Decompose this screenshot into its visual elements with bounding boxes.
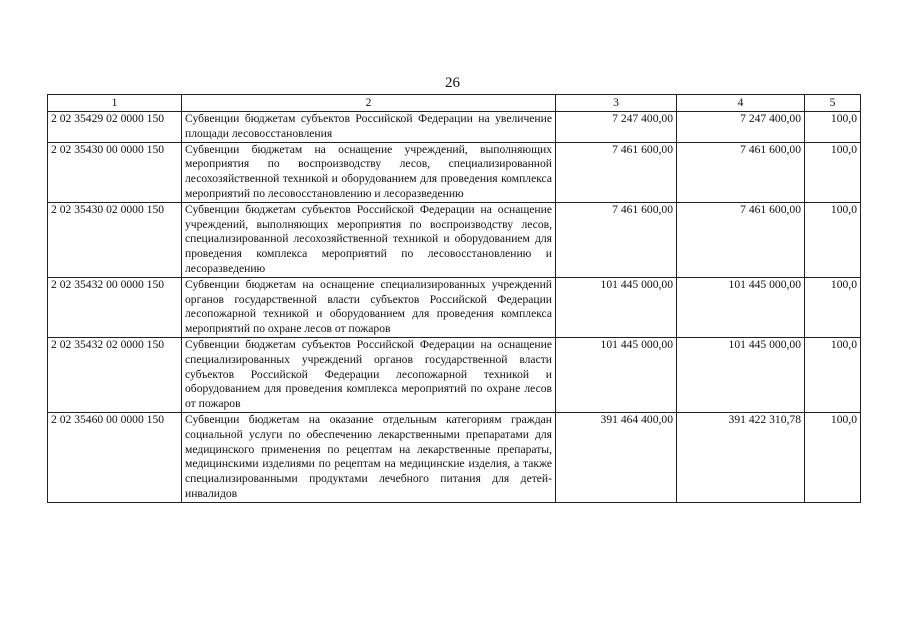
row-executed-amount: 7 247 400,00 (677, 112, 805, 143)
row-code: 2 02 35430 02 0000 150 (48, 202, 182, 277)
row-planned-amount: 7 461 600,00 (556, 142, 677, 202)
row-percent: 100,0 (805, 277, 861, 337)
row-code: 2 02 35429 02 0000 150 (48, 112, 182, 143)
row-percent: 100,0 (805, 202, 861, 277)
column-header-3: 3 (556, 95, 677, 112)
row-percent: 100,0 (805, 142, 861, 202)
row-code: 2 02 35432 00 0000 150 (48, 277, 182, 337)
table-row (48, 202, 861, 277)
row-executed-amount: 7 461 600,00 (677, 202, 805, 277)
row-planned-amount: 101 445 000,00 (556, 277, 677, 337)
row-code: 2 02 35460 00 0000 150 (48, 412, 182, 502)
table-body (48, 112, 861, 503)
column-header-5: 5 (805, 95, 861, 112)
column-header-4: 4 (677, 95, 805, 112)
column-header-2: 2 (182, 95, 556, 112)
budget-table (47, 94, 861, 503)
header-row (48, 95, 861, 112)
table-row (48, 412, 861, 502)
row-description: Субвенции бюджетам на оказание отдельным категориям граждан социальной услуги по обеспечению лекарственными препаратами для медицинского применения по рецептам на лекарственные препараты, медицинскими изделиями по рецептам на медицинские изделия, а также специализированными продуктами лечебного питания для детей-инвалидов (182, 412, 556, 502)
table-header (48, 95, 861, 112)
row-planned-amount: 7 461 600,00 (556, 202, 677, 277)
row-planned-amount: 7 247 400,00 (556, 112, 677, 143)
row-percent: 100,0 (805, 112, 861, 143)
row-executed-amount: 391 422 310,78 (677, 412, 805, 502)
row-planned-amount: 391 464 400,00 (556, 412, 677, 502)
row-planned-amount: 101 445 000,00 (556, 337, 677, 412)
table-row (48, 337, 861, 412)
row-description: Субвенции бюджетам субъектов Российской Федерации на увеличение площади лесовосстановления (182, 112, 556, 143)
row-percent: 100,0 (805, 412, 861, 502)
column-header-1: 1 (48, 95, 182, 112)
page-number: 26 (445, 75, 460, 91)
row-executed-amount: 7 461 600,00 (677, 142, 805, 202)
row-description: Субвенции бюджетам на оснащение учреждений, выполняющих мероприятия по воспроизводству лесов, специализированной лесохозяйственной техникой и оборудованием для проведения комплекса мероприятий по лесовосстановлению и лесоразведению (182, 142, 556, 202)
row-code: 2 02 35430 00 0000 150 (48, 142, 182, 202)
row-description: Субвенции бюджетам субъектов Российской Федерации на оснащение учреждений, выполняющих мероприятия по воспроизводству лесов, специализированной лесохозяйственной техникой и оборудованием для проведения комплекса мероприятий по лесовосстановлению и лесоразведению (182, 202, 556, 277)
row-code: 2 02 35432 02 0000 150 (48, 337, 182, 412)
row-executed-amount: 101 445 000,00 (677, 337, 805, 412)
row-executed-amount: 101 445 000,00 (677, 277, 805, 337)
table-row (48, 112, 861, 143)
row-description: Субвенции бюджетам на оснащение специализированных учреждений органов государственной власти субъектов Российской Федерации лесопожарной техникой и оборудованием для проведения комплекса мероприятий по охране лесов от пожаров (182, 277, 556, 337)
row-description: Субвенции бюджетам субъектов Российской Федерации на оснащение специализированных учреждений органов государственной власти субъектов Российской Федерации лесопожарной техникой и оборудованием для проведения комплекса мероприятий по охране лесов от пожаров (182, 337, 556, 412)
table-row (48, 277, 861, 337)
table-row (48, 142, 861, 202)
row-percent: 100,0 (805, 337, 861, 412)
